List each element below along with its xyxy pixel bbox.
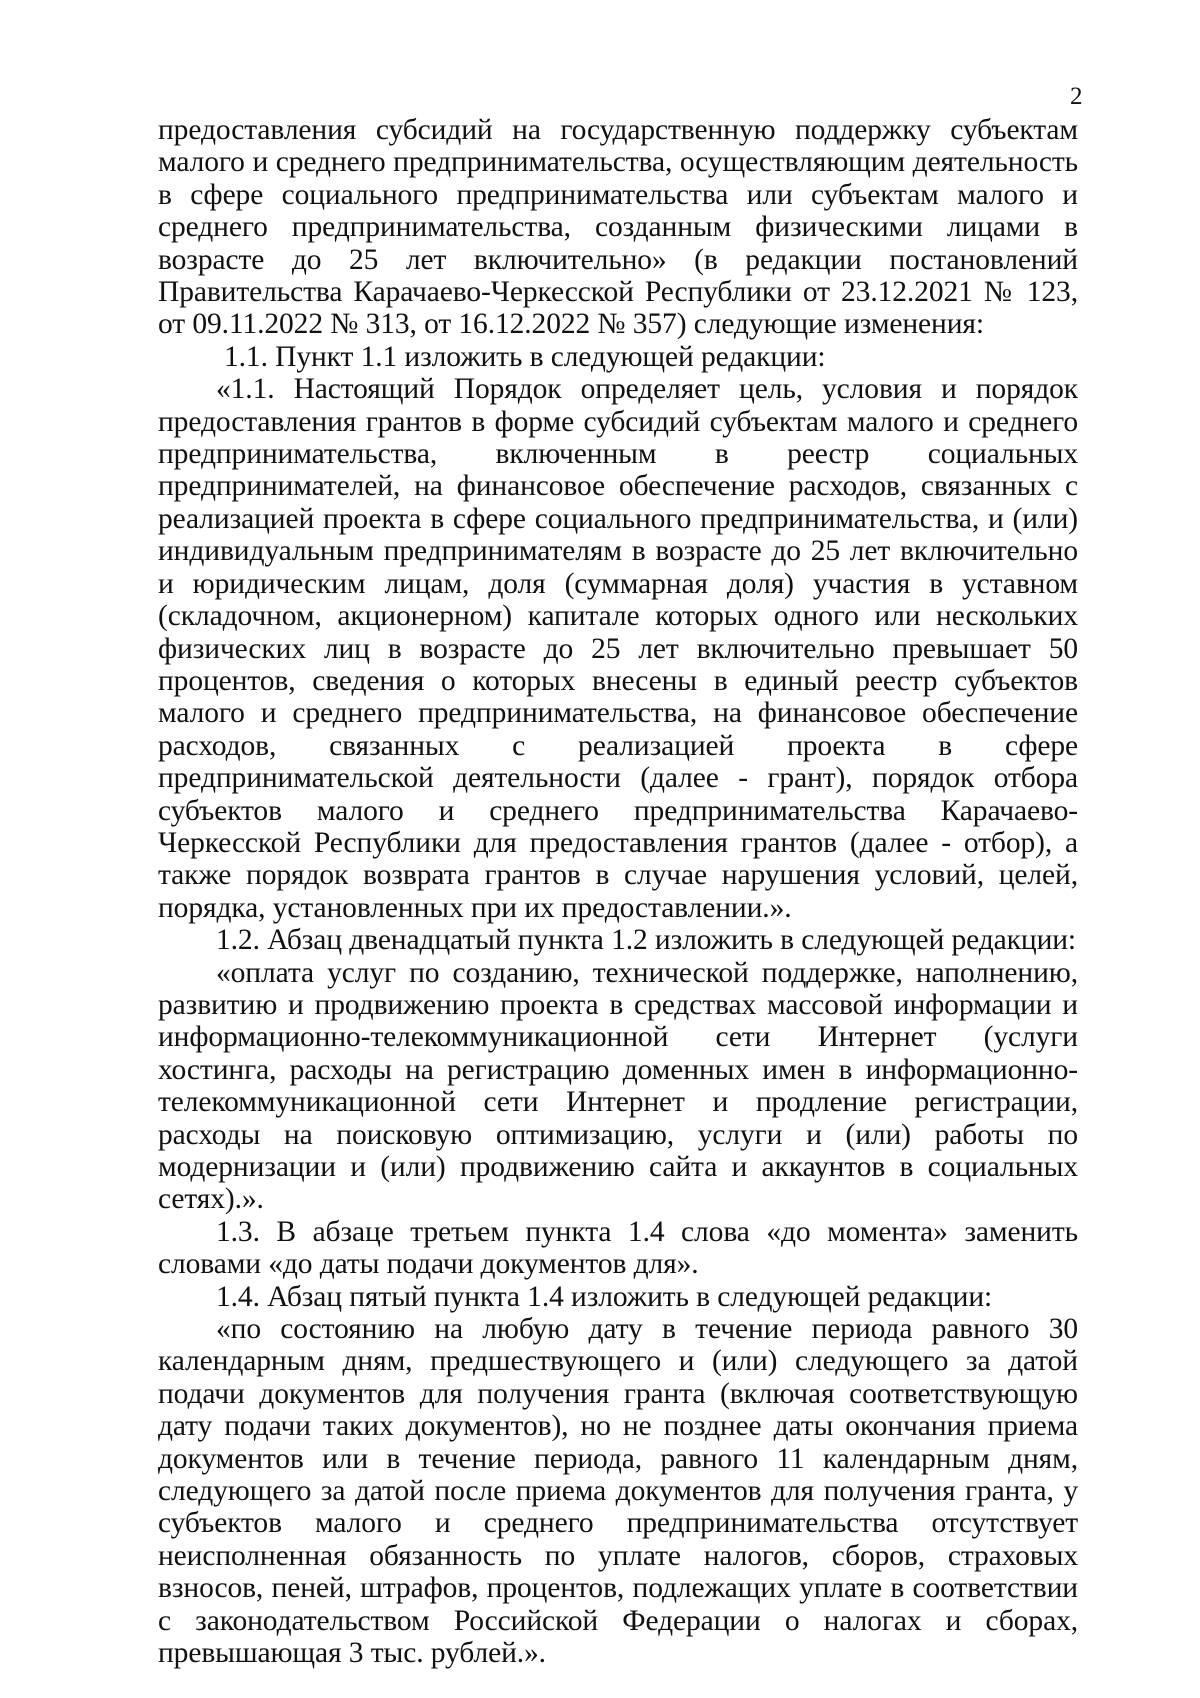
paragraph-continuation: предоставления субсидий на государственную поддержку субъектам малого и среднего предпринимательства, осуществляющим деятельность в сфере социального предпринимательства или субъектам малого и среднего предпринимательства, созданным физическими лицами в возрасте до 25 лет включительно» (в редакции постановлений Правительства Карачаево-Черкесской Республики от 23.12.2021 № 123, от 09.11.2022 № 313, от 16.12.2022 № 357) следующие изменения: (158, 114, 1078, 341)
document-body (158, 114, 1078, 1670)
paragraph-1-1-text: «1.1. Настоящий Порядок определяет цель, условия и порядок предоставления грантов в форме субсидий субъектам малого и среднего предпринимательства, включенным в реестр социальных предпринимателей, на финансовое обеспечение расходов, связанных с реализацией проекта в сфере социального предпринимательства, и (или) индивидуальным предпринимателям в возрасте до 25 лет включительно и юридическим лицам, доля (суммарная доля) участия в уставном (складочном, акционерном) капитале которых одного или нескольких физических лиц в возрасте до 25 лет включительно превышает 50 процентов, сведения о которых внесены в единый реестр субъектов малого и среднего предпринимательства, на финансовое обеспечение расходов, связанных с реализацией проекта в сфере предпринимательской деятельности (далее - грант), порядок отбора субъектов малого и среднего предпринимательства Карачаево-Черкесской Республики для предоставления грантов (далее - отбор), а также порядок возврата грантов в случае нарушения условий, целей, порядка, установленных при их предоставлении.». (158, 373, 1078, 924)
page-number: 2 (1070, 83, 1083, 110)
paragraph-1-4-text: «по состоянию на любую дату в течение периода равного 30 календарным дням, предшествующего и (или) следующего за датой подачи документов для получения гранта (включая соответствующую дату подачи таких документов), но не позднее даты окончания приема документов или в течение периода, равного 11 календарным дням, следующего за датой после приема документов для получения гранта, у субъектов малого и среднего предпринимательства отсутствует неисполненная обязанность по уплате налогов, сборов, страховых взносов, пеней, штрафов, процентов, подлежащих уплате в соответствии с законодательством Российской Федерации о налогах и сборах, превышающая 3 тыс. рублей.». (158, 1313, 1078, 1670)
paragraph-1-4-heading: 1.4. Абзац пятый пункта 1.4 изложить в следующей редакции: (216, 1280, 993, 1313)
paragraph-1-1-heading: 1.1. Пункт 1.1 изложить в следующей редакции: (224, 340, 826, 373)
paragraph-1-2-text: «оплата услуг по созданию, технической поддержке, наполнению, развитию и продвижению проекта в средствах массовой информации и информационно-телекоммуникационной сети Интернет (услуги хостинга, расходы на регистрацию доменных имен в информационно-телекоммуникационной сети Интернет и продление регистрации, расходы на поисковую оптимизацию, услуги и (или) работы по модернизации и (или) продвижению сайта и аккаунтов в социальных сетях).». (158, 956, 1078, 1216)
paragraph-1-3: 1.3. В абзаце третьем пункта 1.4 слова «до момента» заменить словами «до даты подачи документов для». (158, 1215, 1078, 1281)
paragraph-1-2-heading: 1.2. Абзац двенадцатый пункта 1.2 изложить в следующей редакции: (216, 924, 1077, 957)
